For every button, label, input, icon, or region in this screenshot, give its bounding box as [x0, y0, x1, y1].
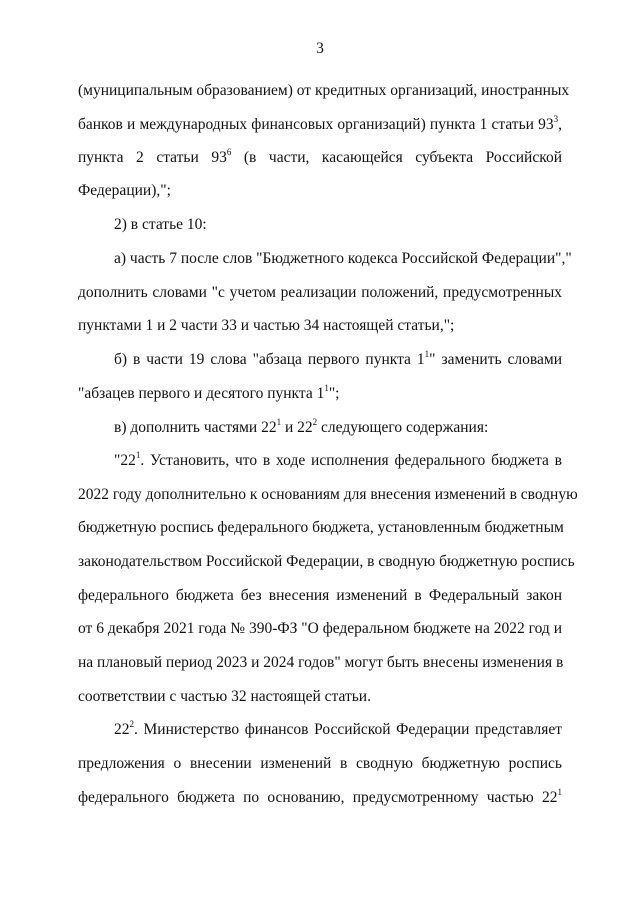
superscript: 6 [226, 146, 232, 157]
text-span: (в части, касающейся субъекта Российской [231, 149, 563, 166]
superscript: 1 [424, 348, 430, 359]
text-span: банков и международных финансовых организаций) пункта 1 статьи 93 [78, 116, 554, 133]
text-line [114, 216, 207, 234]
text-line [78, 688, 371, 706]
text-line [114, 348, 562, 369]
text-span: (муниципальным образованием) от кредитных организаций, иностранных [78, 82, 570, 99]
text-span: федерального бюджета по основанию, предусмотренному частью 22 [78, 789, 558, 806]
superscript: 1 [557, 786, 562, 797]
text-span: Федерации),"; [78, 182, 171, 199]
text-span: а) часть 7 после слов "Бюджетного кодекса Российской Федерации"," [114, 250, 572, 267]
text-span: "; [328, 385, 340, 402]
text-span: "22 [114, 452, 136, 469]
text-line [78, 587, 562, 605]
text-span: 22 [114, 721, 130, 738]
text-line [78, 486, 578, 504]
text-line [78, 284, 562, 302]
text-span: б) в части 19 слова "абзаца первого пункта 1 [114, 351, 425, 368]
text-line [78, 82, 570, 100]
text-line [114, 416, 489, 437]
text-span: следующего содержания: [317, 419, 489, 436]
text-line [78, 553, 575, 571]
text-line [78, 519, 562, 537]
text-line [78, 755, 562, 773]
text-span: . Установить, что в ходе исполнения федерального бюджета в [140, 452, 562, 469]
text-span: и 22 [281, 419, 313, 436]
text-span: пункта 2 статьи 93 [78, 149, 227, 166]
text-span: " заменить словами [429, 351, 562, 368]
text-line [78, 654, 562, 672]
text-span: соответствии с частью 32 настоящей статьи. [78, 688, 371, 705]
superscript: 1 [135, 449, 141, 460]
text-span: 2) в статье 10: [114, 216, 207, 233]
superscript: 1 [276, 416, 282, 427]
page-number: 3 [316, 40, 324, 57]
text-span: "абзацев первого и десятого пункта 1 [78, 385, 325, 402]
text-line [114, 449, 562, 470]
text-span: бюджетную роспись федерального бюджета, установленным бюджетным [78, 519, 564, 536]
text-span: . Министерство финансов Российской Федерации представляет [134, 721, 562, 738]
text-line [78, 113, 562, 134]
superscript: 2 [312, 416, 318, 427]
text-line [114, 718, 562, 739]
superscript: 3 [553, 113, 559, 124]
text-span: законодательством Российской Федерации, в сводную бюджетную роспись [78, 553, 575, 570]
text-span: предложения о внесении изменений в сводную бюджетную роспись [78, 755, 562, 772]
text-line [78, 620, 562, 638]
text-span: от 6 декабря 2021 года № 390-ФЗ "О федеральном бюджете на 2022 год и [78, 620, 562, 637]
text-span: 2022 году дополнительно к основаниям для внесения изменений в сводную [78, 486, 578, 503]
text-line [78, 382, 340, 403]
text-span: дополнить словами "с учетом реализации положений, предусмотренных [78, 284, 562, 301]
text-line [78, 317, 454, 335]
superscript: 1 [324, 382, 329, 393]
text-span: , [558, 116, 562, 133]
text-line [78, 182, 171, 200]
superscript: 2 [129, 718, 134, 729]
text-span: федерального бюджета без внесения изменений в Федеральный закон [78, 587, 562, 604]
text-line [78, 146, 563, 167]
text-line [78, 786, 562, 807]
text-span: на плановый период 2023 и 2024 годов" могут быть внесены изменения в [78, 654, 564, 671]
text-span: пунктами 1 и 2 части 33 и частью 34 настоящей статьи,"; [78, 317, 455, 334]
text-line [114, 250, 572, 268]
text-span: в) дополнить частями 22 [114, 419, 277, 436]
